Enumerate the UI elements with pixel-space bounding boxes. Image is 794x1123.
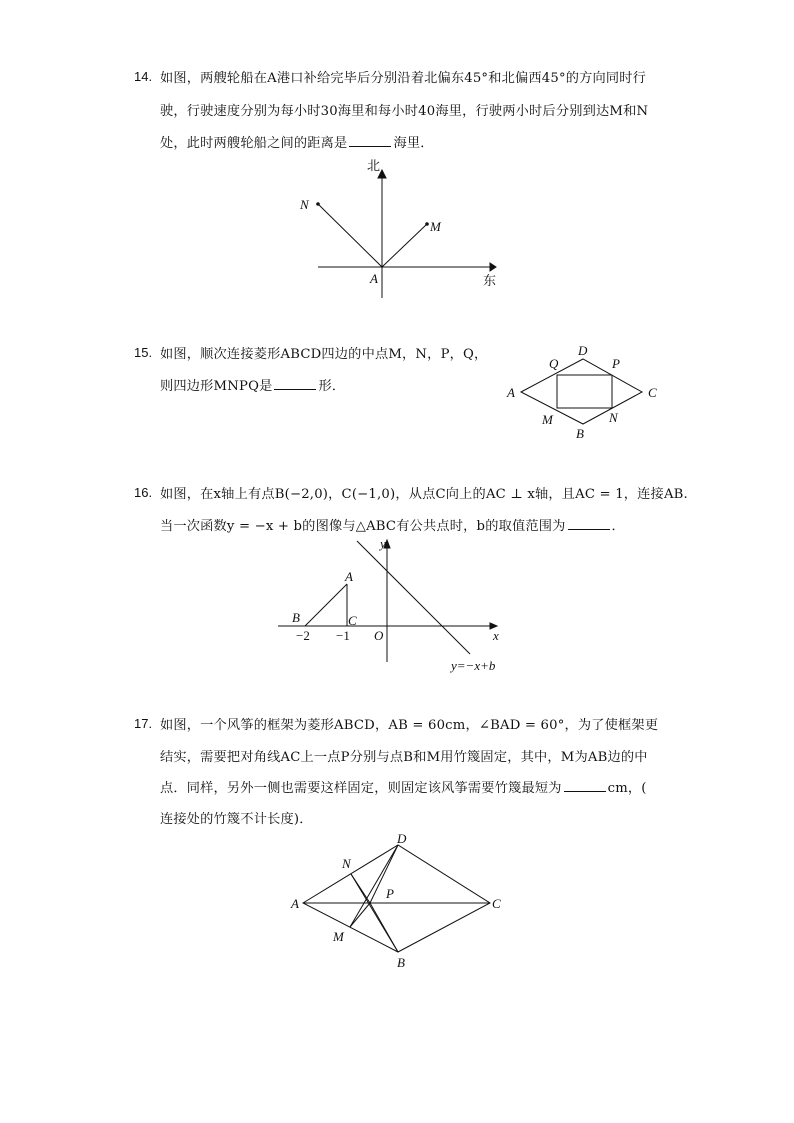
text-part: 点．同样，另外一侧也需要这样固定，则固定该风筝需要竹篾最短为 — [160, 781, 562, 796]
label-d: D — [397, 831, 407, 846]
text-part: ． — [611, 519, 625, 534]
text-part: 当一次函数y = −x + b的图像与△ABC有公共点时，b的取值范围为 — [160, 519, 566, 534]
label-c: C — [348, 613, 357, 628]
label-m: M — [430, 219, 441, 234]
segment-mp — [350, 903, 370, 927]
question-text-line: 如图，两艘轮船在A港口补给完毕后分别沿着北偏东45°和北偏西45°的方向同时行 — [160, 71, 647, 86]
label-c: C — [648, 385, 657, 400]
line-equation-label: y=−x+b — [451, 658, 496, 673]
tick-label-neg1: −1 — [336, 628, 350, 643]
label-d: D — [578, 343, 588, 358]
label-east: 东 — [483, 273, 497, 288]
label-m: M — [333, 929, 344, 944]
label-p: P — [612, 356, 620, 371]
label-y: y — [380, 536, 386, 551]
question-text-line: 如图，一个风筝的框架为菱形ABCD，AB = 60cm，∠BAD = 60°，为了使框架更 — [160, 718, 659, 733]
label-n: N — [300, 197, 309, 212]
text-part: cm，( — [607, 781, 647, 796]
label-x: x — [493, 628, 499, 643]
label-b: B — [576, 426, 584, 441]
question-number: 16. — [134, 485, 153, 500]
question-number: 14. — [134, 69, 153, 84]
text-part: 则四边形MNPQ是 — [160, 379, 273, 394]
label-n: N — [342, 856, 351, 871]
text-part: 处，此时两艘轮船之间的距离是 — [160, 136, 348, 151]
question-text-line: 如图，顺次连接菱形ABCD四边的中点M，N，P，Q， — [160, 347, 488, 362]
question-number: 17. — [134, 716, 153, 731]
label-a: A — [370, 271, 378, 286]
question-text-line: 如图，在x轴上有点B(−2,0)，C(−1,0)，从点C向上的AC ⊥ x轴，且AC = 1，连接AB. — [160, 487, 688, 502]
label-b: B — [397, 955, 405, 970]
label-n: N — [609, 410, 618, 425]
label-o: O — [374, 628, 384, 643]
text-part: 形． — [318, 379, 346, 394]
label-p: P — [386, 886, 394, 901]
label-b: B — [292, 610, 300, 625]
question-text-line: 连接处的竹篾不计长度)． — [160, 812, 313, 827]
label-c: C — [492, 896, 501, 911]
rhombus-abcd — [303, 845, 490, 952]
label-m: M — [542, 412, 553, 427]
text-part: 海里． — [393, 136, 434, 151]
tick-label-neg2: −2 — [296, 628, 310, 643]
label-a: A — [345, 569, 353, 584]
label-q: Q — [549, 356, 559, 371]
label-a: A — [291, 896, 299, 911]
question-text-line: 驶，行驶速度分别为每小时30海里和每小时40海里，行驶两小时后分别到达M和N — [160, 104, 649, 119]
question-number: 15. — [134, 345, 153, 360]
segment-np — [351, 874, 370, 903]
label-north: 北 — [367, 158, 381, 173]
label-a: A — [507, 385, 515, 400]
question-text-line: 结实，需要把对角线AC上一点P分别与点B和M用竹篾固定，其中，M为AB边的中 — [160, 750, 648, 765]
